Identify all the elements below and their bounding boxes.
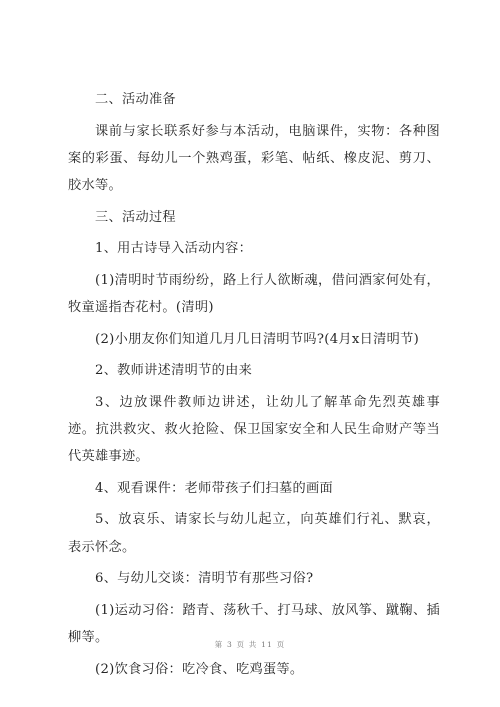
step-5-tribute: 5、放哀乐、请家长与幼儿起立，向英雄们行礼、默哀，表示怀念。 xyxy=(68,512,440,555)
paragraph-materials: 课前与家长联系好参与本活动，电脑课件，实物：各种图案的彩蛋、每幼儿一个熟鸡蛋，彩笔、帖纸、橡皮泥、剪刀、胶水等。 xyxy=(68,123,440,193)
document-body xyxy=(68,86,440,683)
step-1-item-1-poem: (1)清明时节雨纷纷，路上行人欲断魂，借问酒家何处有，牧童遥指杏花村。(清明) xyxy=(68,272,440,315)
step-1-item-2-question: (2)小朋友你们知道几月几日清明节吗?(4月x日清明节) xyxy=(95,331,420,347)
section-heading-process: 三、活动过程 xyxy=(95,209,176,225)
step-4-watch-courseware: 4、观看课件：老师带孩子们扫墓的画面 xyxy=(95,480,333,496)
step-1-poem-intro: 1、用古诗导入活动内容： xyxy=(95,241,253,257)
step-3-courseware-heroes: 3、边放课件教师边讲述，让幼儿了解革命先烈英雄事迹。抗洪救灾、救火抢险、保卫国家安全和人民生命财产等当代英雄事迹。 xyxy=(68,394,440,465)
step-6-item-1-sports-customs: (1)运动习俗：踏青、荡秋千、打马球、放风筝、蹴鞠、插柳等。 xyxy=(68,602,440,645)
section-heading-preparation: 二、活动准备 xyxy=(95,92,176,107)
step-6-customs-question: 6、与幼儿交谈：清明节有那些习俗? xyxy=(95,571,314,587)
step-2-origin: 2、教师讲述清明节的由来 xyxy=(95,363,253,379)
step-6-item-2-food-customs: (2)饮食习俗：吃冷食、吃鸡蛋等。 xyxy=(95,661,304,677)
page-number-footer: 第 3 页 共 11 页 xyxy=(214,640,286,649)
